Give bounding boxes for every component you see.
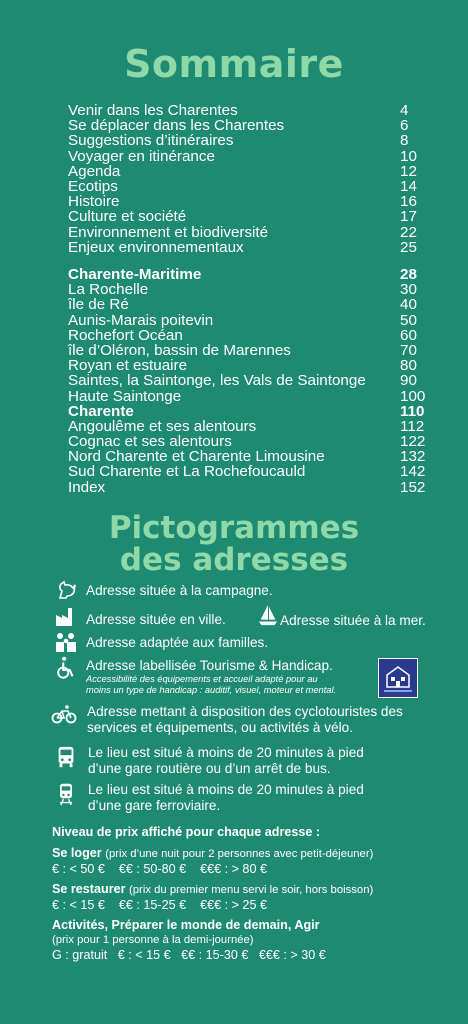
toc-entry bbox=[68, 240, 434, 255]
price-loger-note: (prix d’une nuit pour 2 personnes avec petit-déjeuner) bbox=[105, 848, 374, 860]
wheelchair-icon bbox=[52, 656, 80, 680]
toc-group-general bbox=[68, 103, 434, 255]
toc-entry-page: 152 bbox=[400, 478, 426, 496]
sailboat-icon bbox=[254, 603, 282, 627]
toc-entry-label: Index bbox=[68, 478, 106, 496]
toc-entry bbox=[68, 267, 434, 282]
toc-entry-page: 14 bbox=[400, 177, 417, 195]
price-activites bbox=[52, 918, 464, 963]
picto-row-campagne bbox=[52, 578, 273, 602]
picto-bus-line1: Le lieu est situé à moins de 20 minutes à pied bbox=[88, 745, 364, 760]
toc-entry-label: Aunis-Marais poitevin bbox=[68, 311, 214, 329]
toc-entry-page: 70 bbox=[400, 341, 417, 359]
picto-train-text bbox=[88, 782, 364, 814]
toc-group-regions bbox=[68, 267, 434, 495]
toc-entry bbox=[68, 464, 434, 479]
picto-velo-line1: Adresse mettant à disposition des cyclotouristes des bbox=[87, 704, 403, 719]
toc-entry bbox=[68, 209, 434, 224]
price-loger-values: € : < 50 € €€ : 50-80 € €€€ : > 80 € bbox=[52, 862, 267, 876]
toc-entry bbox=[68, 343, 434, 358]
toc-entry-page: 132 bbox=[400, 448, 426, 466]
price-loger bbox=[52, 846, 464, 877]
picto-row-mer bbox=[254, 603, 426, 629]
price-loger-title: Se loger bbox=[52, 846, 102, 860]
toc-entry-page: 112 bbox=[400, 417, 425, 435]
toc-entry-label: Nord Charente et Charente Limousine bbox=[68, 448, 325, 466]
toc-entry-label: Agenda bbox=[68, 162, 121, 180]
toc-entry-label: Venir dans les Charentes bbox=[68, 102, 238, 119]
toc-entry bbox=[68, 358, 434, 373]
picto-velo-text bbox=[87, 704, 403, 736]
picto-train-line1: Le lieu est situé à moins de 20 minutes à pied bbox=[88, 782, 364, 797]
toc-entry-label: Saintes, la Saintonge, les Vals de Saintonge bbox=[68, 372, 366, 390]
toc-entry-label: Haute Saintonge bbox=[68, 387, 182, 405]
price-activites-title: Activités, Préparer le monde de demain, Agir bbox=[52, 918, 320, 932]
tourisme-handicap-logo bbox=[378, 658, 418, 698]
toc-entry-page: 50 bbox=[400, 311, 417, 329]
picto-campagne-label: Adresse située à la campagne. bbox=[86, 583, 273, 598]
toc-entry-page: 110 bbox=[400, 402, 425, 420]
toc-entry bbox=[68, 449, 434, 464]
toc-entry-label: Cognac et ses alentours bbox=[68, 433, 232, 451]
picto-handicap-label: Adresse labellisée Tourisme & Handicap. bbox=[86, 658, 333, 673]
toc-entry bbox=[68, 328, 434, 343]
picto-row-handicap bbox=[52, 656, 336, 695]
toc-entry bbox=[68, 282, 434, 297]
toc-entry-label: Ecotips bbox=[68, 177, 118, 195]
toc-entry-page: 10 bbox=[400, 147, 417, 165]
picto-familles-label: Adresse adaptée aux familles. bbox=[86, 635, 269, 650]
toc-entry-page: 30 bbox=[400, 281, 417, 299]
picto-row-train bbox=[52, 782, 364, 814]
rooster-icon bbox=[52, 578, 80, 602]
bicycle-icon bbox=[50, 702, 78, 726]
toc-entry bbox=[68, 179, 434, 194]
toc-entry-label: Voyager en itinérance bbox=[68, 147, 215, 165]
toc-entry-label: Environnement et biodiversité bbox=[68, 223, 269, 241]
toc-entry bbox=[68, 297, 434, 312]
picto-row-velo bbox=[50, 702, 403, 736]
toc-entry bbox=[68, 480, 434, 495]
toc-entry bbox=[68, 373, 434, 388]
toc-entry-label: île de Ré bbox=[68, 296, 129, 314]
sommaire-title: Sommaire bbox=[124, 42, 344, 86]
toc-entry bbox=[68, 225, 434, 240]
pictos-title-line2: des adresses bbox=[119, 542, 349, 578]
price-restaurer-title: Se restaurer bbox=[52, 882, 126, 896]
picto-bus-text bbox=[88, 745, 364, 777]
picto-handicap-note2: moins un type de handicap : auditif, visuel, moteur et mental. bbox=[86, 684, 337, 695]
factory-icon bbox=[52, 604, 80, 628]
toc-entry-page: 80 bbox=[400, 357, 417, 375]
toc-entry-label: Royan et estuaire bbox=[68, 357, 188, 375]
train-icon bbox=[52, 782, 80, 806]
toc-entry-page: 90 bbox=[400, 372, 417, 390]
toc-entry bbox=[68, 404, 434, 419]
toc-entry-page: 17 bbox=[400, 208, 417, 226]
price-activites-note: (prix pour 1 personne à la demi-journée) bbox=[52, 934, 254, 946]
toc-entry bbox=[68, 313, 434, 328]
toc-entry bbox=[68, 103, 434, 118]
picto-train-line2: d’une gare ferroviaire. bbox=[88, 798, 221, 813]
toc-entry-page: 16 bbox=[400, 193, 417, 211]
picto-ville-label: Adresse située en ville. bbox=[86, 612, 226, 627]
toc-entry-page: 12 bbox=[400, 162, 417, 180]
price-restaurer-values: € : < 15 € €€ : 15-25 € €€€ : > 25 € bbox=[52, 898, 267, 912]
toc-entry-page: 60 bbox=[400, 326, 417, 344]
toc-entry-page: 22 bbox=[400, 223, 417, 241]
toc-entry-page: 28 bbox=[400, 266, 417, 283]
toc-entry-label: Enjeux environnementaux bbox=[68, 238, 244, 256]
toc-entry-label: île d’Oléron, bassin de Marennes bbox=[68, 341, 291, 359]
bus-icon bbox=[52, 745, 80, 769]
toc-entry-page: 25 bbox=[400, 238, 417, 256]
toc-entry bbox=[68, 434, 434, 449]
toc-entry-label: Rochefort Océan bbox=[68, 326, 183, 344]
toc-entry-page: 100 bbox=[400, 387, 426, 405]
toc-entry-label: Se déplacer dans les Charentes bbox=[68, 117, 285, 135]
toc-entry-label: Histoire bbox=[68, 193, 120, 211]
toc-entry-page: 8 bbox=[400, 132, 409, 150]
toc-entry-page: 122 bbox=[400, 433, 426, 451]
toc-entry-page: 4 bbox=[400, 102, 409, 119]
toc-entry-label: Culture et société bbox=[68, 208, 187, 226]
price-section bbox=[52, 825, 464, 963]
picto-mer-label: Adresse située à la mer. bbox=[280, 613, 426, 628]
toc-entry-label: Charente-Maritime bbox=[68, 266, 202, 283]
picto-bus-line2: d’une gare routière ou d’un arrêt de bus. bbox=[88, 761, 331, 776]
price-activites-values: G : gratuit € : < 15 € €€ : 15-30 € €€€ : > 30 € bbox=[52, 948, 326, 962]
toc-entry-label: Angoulême et ses alentours bbox=[68, 417, 257, 435]
toc-entry-label: Charente bbox=[68, 402, 134, 420]
toc-entry bbox=[68, 164, 434, 179]
toc-entry-page: 40 bbox=[400, 296, 417, 314]
toc-entry bbox=[68, 118, 434, 133]
toc-entry bbox=[68, 133, 434, 148]
picto-handicap-text bbox=[86, 658, 336, 695]
price-restaurer-note: (prix du premier menu servi le soir, hors boisson) bbox=[129, 884, 374, 896]
price-restaurer bbox=[52, 882, 464, 913]
pictos-title-line1: Pictogrammes bbox=[108, 510, 360, 546]
toc-entry-page: 6 bbox=[400, 117, 409, 135]
family-icon bbox=[52, 630, 80, 654]
picto-row-bus bbox=[52, 745, 364, 777]
toc-entry-label: La Rochelle bbox=[68, 281, 149, 299]
picto-row-ville bbox=[52, 604, 226, 628]
toc-entry bbox=[68, 194, 434, 209]
picto-handicap-note1: Accessibilité des équipements et accueil adapté pour au bbox=[86, 674, 318, 684]
toc-entry-label: Sud Charente et La Rochefoucauld bbox=[68, 463, 306, 481]
toc-entry bbox=[68, 419, 434, 434]
toc-entry bbox=[68, 389, 434, 404]
price-heading: Niveau de prix affiché pour chaque adresse : bbox=[52, 825, 321, 839]
toc-entry-label: Suggestions d’itinéraires bbox=[68, 132, 234, 150]
pictos-title bbox=[0, 512, 468, 576]
picto-row-familles bbox=[52, 630, 268, 654]
toc-entry bbox=[68, 149, 434, 164]
picto-velo-line2: services et équipements, ou activités à vélo. bbox=[87, 720, 353, 735]
toc-entry-page: 142 bbox=[400, 463, 426, 481]
